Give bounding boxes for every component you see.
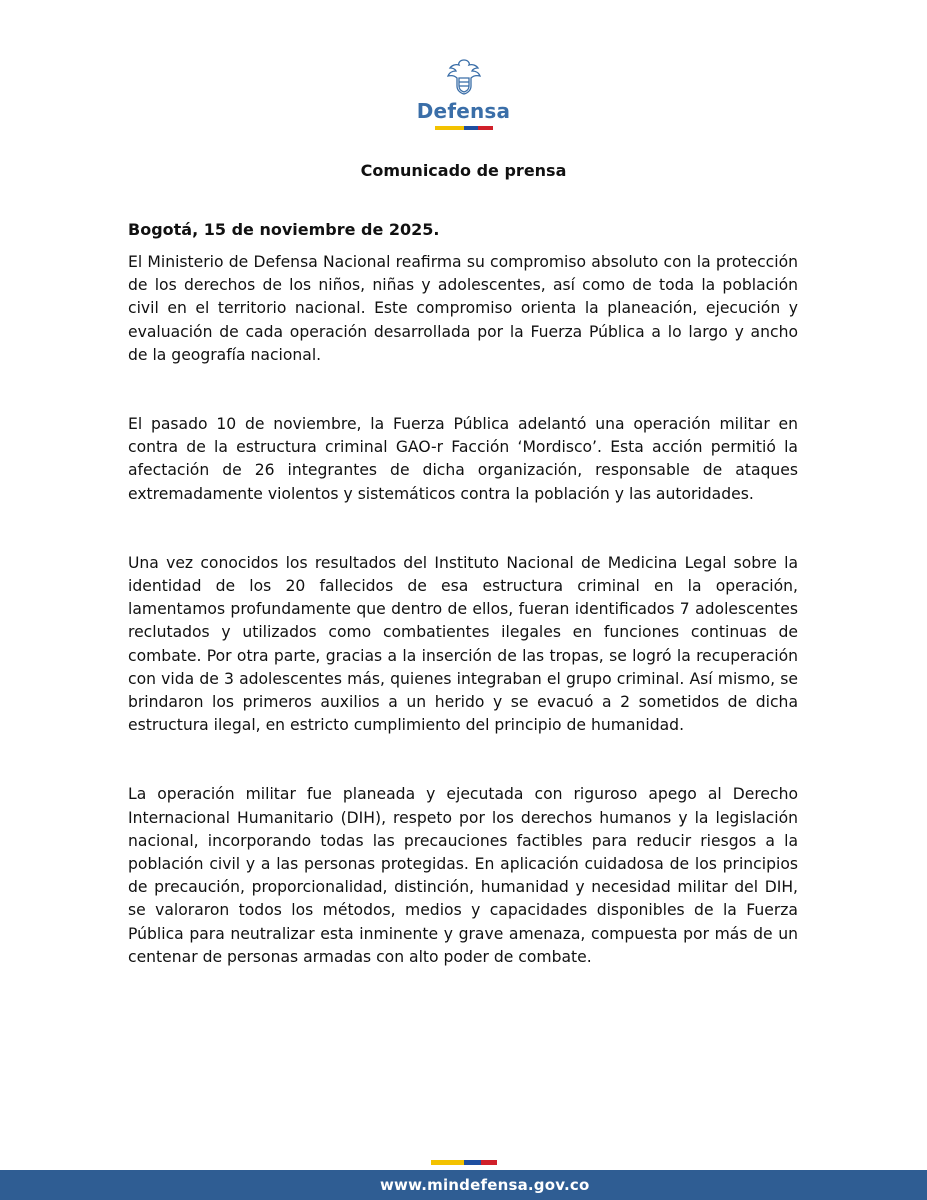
document-title: Comunicado de prensa <box>360 161 567 180</box>
flag-stripe <box>435 126 493 130</box>
header-logo <box>0 56 927 130</box>
footer-flag-stripe <box>431 1160 497 1165</box>
document-body <box>128 218 798 969</box>
paragraph-2: El pasado 10 de noviembre, la Fuerza Pública adelantó una operación militar en contra de la estructura criminal GAO-r Facción ‘Mordisco’. Esta acción permitió la afectación de 26 integrantes de dicha organización, responsable de ataques extremadamente violentos y sistemáticos contra la población y las autoridades. <box>128 415 798 503</box>
brand-name: Defensa <box>416 99 511 123</box>
coat-of-arms-icon <box>442 56 486 96</box>
paragraph-3: Una vez conocidos los resultados del Instituto Nacional de Medicina Legal sobre la identidad de los 20 fallecidos de esa estructura criminal en la operación, lamentamos profundamente que dentro de ellos, fueran identificados 7 adolescentes reclutados y utilizados como combatientes ilegales en funciones continuas de combate. Por otra parte, gracias a la inserción de las tropas, se logró la recuperación con vida de 3 adolescentes más, quienes integraban el grupo criminal. Así mismo, se brindaron los primeros auxilios a un herido y se evacuó a 2 sometidos de dicha estructura ilegal, en estricto cumplimiento del principio de humanidad. <box>128 553 798 735</box>
footer-bar <box>0 1170 927 1200</box>
date-line: Bogotá, 15 de noviembre de 2025. <box>128 220 440 239</box>
footer-url-link[interactable]: www.mindefensa.gov.co <box>380 1176 590 1194</box>
paragraph-4: La operación militar fue planeada y ejecutada con riguroso apego al Derecho Internacional Humanitario (DIH), respeto por los derechos humanos y la legislación nacional, incorporando todas las precauciones factibles para reducir riesgos a la población civil y a las personas protegidas. En aplicación cuidadosa de los principios de precaución, proporcionalidad, distinción, humanidad y necesidad militar del DIH, se valoraron todos los métodos, medios y capacidades disponibles de la Fuerza Pública para neutralizar esta inminente y grave amenaza, compuesta por más de un centenar de personas armadas con alto poder de combate. <box>128 785 798 966</box>
paragraph-1: El Ministerio de Defensa Nacional reafirma su compromiso absoluto con la protección de los derechos de los niños, niñas y adolescentes, así como de toda la población civil en el territorio nacional. Este compromiso orienta la planeación, ejecución y evaluación de cada operación desarrollada por la Fuerza Pública a lo largo y ancho de la geografía nacional. <box>128 253 798 364</box>
